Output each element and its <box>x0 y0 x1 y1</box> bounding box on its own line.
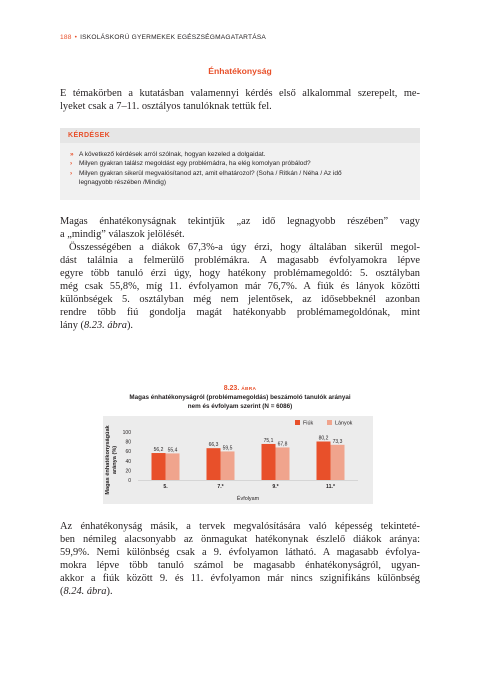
figure-title-line: nem és évfolyam szerint (N = 6086) <box>187 402 293 410</box>
text-fragment: lány ( <box>60 320 84 331</box>
question-lead-text: A következő kérdések arról szólnak, hogyan kezeled a dolgaidat. <box>79 151 266 158</box>
bar-fiúk <box>207 448 221 480</box>
figure-title-line: Magas énhatékonyságról (problémamegoldás) beszámoló tanulók arányai <box>129 394 351 401</box>
section-title: Énhatékonyság <box>208 66 272 76</box>
legend-label: Fiúk <box>303 420 314 427</box>
text-line: rendre több fiú gondolja magát hatékonyabb problémamegoldónak, mint <box>60 307 420 318</box>
text-line: Összességében a diákok 67,3%-a úgy érzi, hogy általában sikerül megol- <box>69 242 420 253</box>
text-line: egyre több tanuló érzi úgy, hogy hatékony problémamegoldó: 5. osztályban <box>60 268 420 279</box>
x-tick-label: 7.* <box>217 484 224 490</box>
y-tick-label: 40 <box>125 458 131 465</box>
legend-label: Lányok <box>335 420 353 427</box>
page-number: 188 <box>60 34 72 41</box>
question-text: Milyen gyakran sikerül megvalósítanod azt, amit elhatározol? (Soha / Ritkán / Néha / Az idő <box>79 169 342 177</box>
y-tick-label: 80 <box>125 439 131 446</box>
text-line: Magas énhatékonyságnak tekintjük „az idő legnagyobb részében” vagy <box>60 216 420 227</box>
double-chevron-icon: » <box>70 151 74 158</box>
legend-swatch <box>295 420 300 425</box>
y-tick-label: 20 <box>125 468 131 475</box>
bar-lányok <box>221 451 235 480</box>
chevron-right-icon: › <box>70 169 73 177</box>
x-tick-label: 9.* <box>272 484 279 490</box>
text-line: 59,9%. Nemi különbség csak a 9. évfolyamon látható. A magasabb évfolya- <box>60 547 420 558</box>
figure-number-value: 8.23. <box>223 385 240 392</box>
x-tick-label: 11.* <box>326 484 335 490</box>
data-label: 67,8 <box>277 441 288 448</box>
text-line: még csak 55,8%, míg 11. évfolyamon már 76,7%. A fiúk és lányok közötti <box>60 281 420 292</box>
figure-number-suffix: ÁBRA <box>241 387 257 392</box>
chevron-right-icon: › <box>70 160 73 168</box>
text-fragment: ). <box>106 586 113 597</box>
data-label: 59,5 <box>222 445 233 452</box>
bar-fiúk <box>152 453 166 480</box>
running-title: ISKOLÁSKORÚ GYERMEKEK EGÉSZSÉGMAGATARTÁSA <box>80 34 267 41</box>
header-separator: • <box>74 34 78 41</box>
data-label: 66,3 <box>208 442 219 449</box>
text-line: a „mindig” válaszok jelölését. <box>60 229 185 240</box>
text-fragment: ( <box>60 586 64 597</box>
data-label: 73,3 <box>332 438 343 445</box>
text-line: különbségek 5. osztályban még nem jelentősek, az idősebbeknél azonban <box>60 294 420 305</box>
question-text: Milyen gyakran találsz megoldást egy problémádra, ha elég komolyan próbálod? <box>79 160 311 168</box>
text-line: lyeket csak a 7–11. osztályos tanulóknak tettük fel. <box>60 101 272 112</box>
questions-title: KÉRDÉSEK <box>68 132 111 139</box>
text-line: mokra lépve több tanuló számol be magasabb énhatékonyságról, ugyan- <box>60 560 420 571</box>
legend-swatch <box>327 420 332 425</box>
bar-lányok <box>331 445 345 480</box>
bar-lányok <box>166 453 180 480</box>
text-fragment: ). <box>126 320 134 331</box>
x-tick-label: 5. <box>163 484 168 490</box>
text-line <box>60 585 420 598</box>
text-line: E témakörben a kutatásban valamennyi kérdés első alkalommal szerepelt, me- <box>60 88 420 99</box>
question-text: legnagyobb részében /Mindig) <box>79 178 167 186</box>
text-line: dást találnia a felmerülő problémákra. A magasabb évfolyamokra lépve <box>60 255 420 266</box>
data-label: 75,1 <box>263 437 274 444</box>
figure-reference-link[interactable]: 8.24. ábra <box>63 586 107 597</box>
text-line: ben némileg alacsonyabb az önmagukat hatékonynak észlelő diákok aránya: <box>60 534 420 545</box>
x-axis-label: Évfolyam <box>236 496 260 502</box>
closing-paragraph <box>60 520 420 598</box>
text-line: Az énhatékonyság másik, a tervek megvalósítására való képesség tekinteté- <box>60 521 420 532</box>
bar-fiúk <box>317 442 331 480</box>
data-label: 80,2 <box>318 435 329 442</box>
figure-reference-link[interactable]: 8.23. ábra <box>83 320 127 331</box>
y-tick-label: 0 <box>128 478 131 484</box>
bar-fiúk <box>262 444 276 480</box>
data-label: 56,2 <box>153 447 164 454</box>
y-axis-label: aránya (%) <box>112 445 118 475</box>
data-label: 55,4 <box>167 447 178 454</box>
y-tick-label: 100 <box>122 430 131 436</box>
text-line: akkor a fiúk között 9. és 11. évfolyamon már nincs szignifikáns különbség <box>60 573 420 584</box>
bar-lányok <box>276 447 290 480</box>
y-axis-label: Magas énhatékonyságúak <box>105 425 111 495</box>
y-tick-label: 60 <box>125 449 131 456</box>
